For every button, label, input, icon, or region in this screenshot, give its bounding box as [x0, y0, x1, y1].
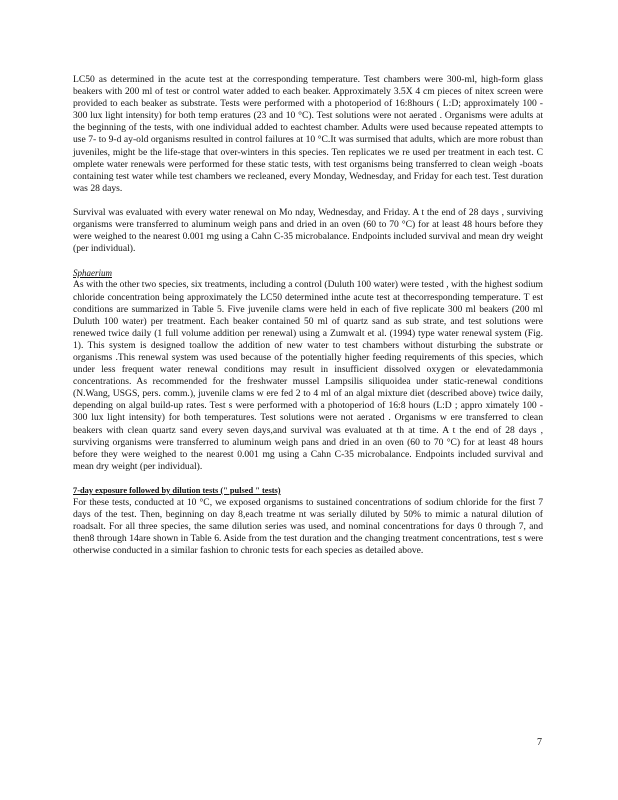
paragraph-gap	[73, 195, 543, 207]
paragraph-pulsed-tests: For these tests, conducted at 10 °C, we exposed organisms to sustained concentrations of sodium chloride for the first 7 days of the test. Then, beginning on day 8,each treatme nt was serially diluted by 50% to mimic a natural dilution of roadsalt. For all three species, the same dilution series was used, and nominal concentrations for days 0 through 7, and then8 through 14are shown in Table 6. Aside from the test duration and the changing treatment concentrations, test s were otherwise conducted in a similar fashion to chronic tests for each species as detailed above.	[73, 497, 543, 557]
section-heading-pulsed-tests: 7-day exposure followed by dilution tests (" pulsed " tests)	[73, 485, 281, 495]
section-heading-sphaerium: Sphaerium	[73, 268, 112, 279]
paragraph-test-chambers: LC50 as determined in the acute test at the corresponding temperature. Test chambers were 300-ml, high-form glass beakers with 200 ml of test or control water added to each beaker. Approximately 3.5X 4 cm pieces of nitex screen were provided to each beaker as substrate. Tests were performed with a photoperiod of 16:8hours ( L:D; approximately 100 - 300 lux light intensity) for both temp eratures (23 and 10 °C). Test solutions were not aerated . Organisms were adults at the beginning of the tests, with one individual added to eachtest chamber. Adults were used because repeated attempts to use 7- to 9-d ay-old organisms resulted in control failures at 10 °C.It was surmised that adults, which are more robust than juveniles, might be the life-stage that over-winters in this species. Ten replicates we re used per treatment in each test. C omplete water renewals were performed for these static tests, with test organisms being transferred to clean weigh -boats containing test water while test chambers we recleaned, every Monday, Wednesday, and Friday for each test. Test duration was 28 days.	[73, 74, 543, 194]
paragraph-gap	[73, 255, 543, 267]
page-number: 7	[537, 737, 542, 748]
paragraph-sphaerium-methods: As with the other two species, six treatments, including a control (Duluth 100 water) were tested , with the highest sodium chloride concentration being approximately the LC50 determined inthe acute test at thecorresponding temperature. T est conditions are summarized in Table 5. Five juvenile clams were held in each of five replicate 300 ml beakers (200 ml Duluth 100 water) per treatment. Each beaker contained 50 ml of quartz sand as sub strate, and test solutions were renewed twice daily (1 full volume addition per renewal) using a Zumwalt et al. (1994) type water renewal system (Fig. 1). This system is designed toallow the addition of new water to test chambers without disturbing the substrate or organisms .This renewal system was used because of the potentially higher feeding requirements of this species, which under less frequent water renewal conditions may result in insufficient dissolved oxygen or elevatedammonia concentrations. As recommended for the freshwater mussel Lampsilis siliquoidea under static-renewal conditions (N.Wang, USGS, pers. comm.), juvenile clams w ere fed 2 to 4 ml of an algal mixture diet (described above) twice daily, depending on algal build-up rates. Test s were performed with a photoperiod of 16:8 hours (L:D ; appro ximately 100 - 300 lux light intensity) for both temperatures. Test solutions were not aerated . Organisms w ere transferred to clean beakers with clean quartz sand every seven days,and survival was evaluated at th at time. A t the end of 28 days , surviving organisms were transferred to aluminum weigh pans and dried in an oven (60 to 70 °C) for at least 48 hours before they were weighed to the nearest 0.001 mg using a Cahn C-35 microbalance. Endpoints included survival and mean dry weight (per individual).	[73, 279, 543, 472]
paragraph-gap	[73, 473, 543, 485]
paragraph-survival: Survival was evaluated with every water renewal on Mo nday, Wednesday, and Friday. A t the end of 28 days , surviving organisms were transferred to aluminum weigh pans and dried in an oven (60 to 70 °C) for at least 48 hours before they were weighed to the nearest 0.001 mg using a Cahn C-35 microbalance. Endpoints included survival and mean dry weight (per individual).	[73, 206, 543, 255]
document-body	[73, 74, 543, 557]
